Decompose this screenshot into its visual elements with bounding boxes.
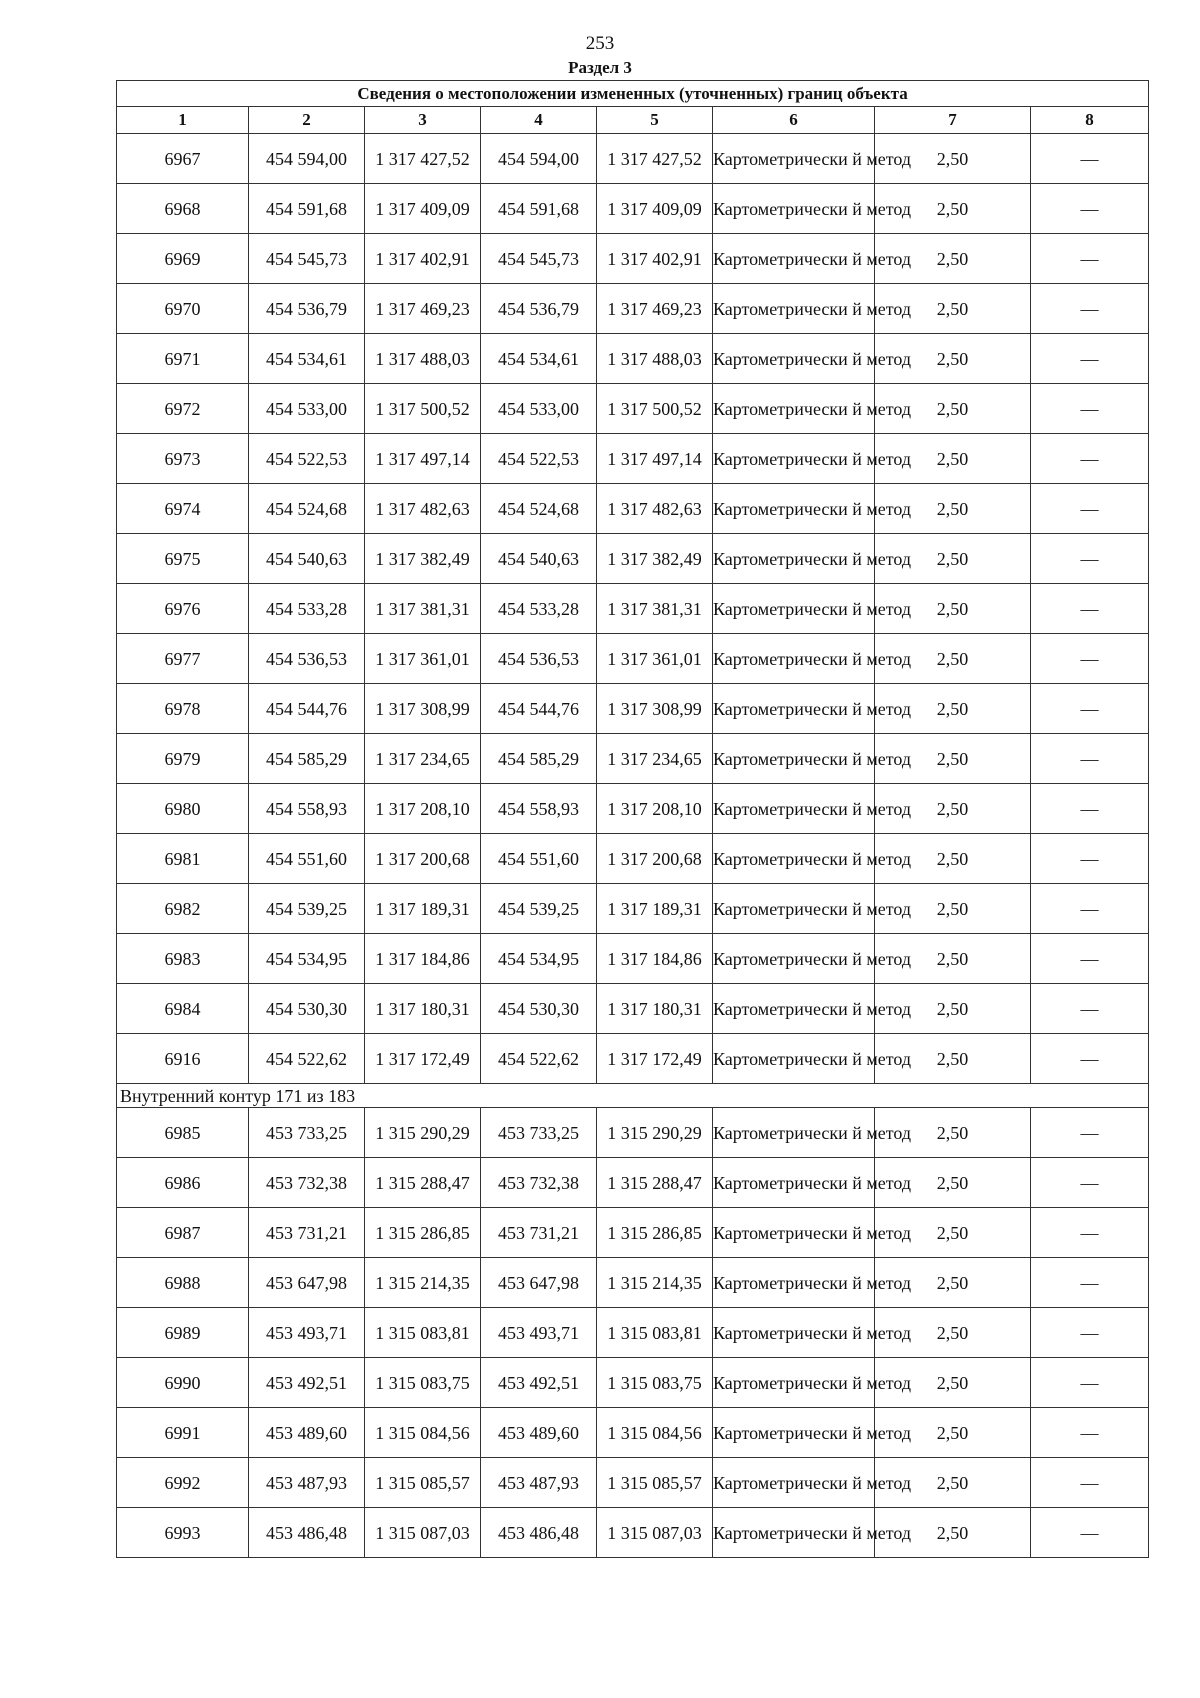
y-old-cell: 1 315 288,47: [365, 1158, 481, 1208]
point-number-cell: 6967: [117, 134, 249, 184]
y-new-cell: 1 317 427,52: [597, 134, 713, 184]
x-old-cell: 453 486,48: [249, 1508, 365, 1558]
table-row: [117, 684, 1149, 734]
note-cell: —: [1031, 1358, 1149, 1408]
x-new-cell: 453 493,71: [481, 1308, 597, 1358]
accuracy-cell: 2,50: [875, 1208, 1031, 1258]
x-new-cell: 454 544,76: [481, 684, 597, 734]
table-row: [117, 1508, 1149, 1558]
contour-label-row: [117, 1084, 1149, 1108]
note-cell: —: [1031, 1308, 1149, 1358]
note-cell: —: [1031, 184, 1149, 234]
x-old-cell: 454 539,25: [249, 884, 365, 934]
point-number-cell: 6969: [117, 234, 249, 284]
accuracy-cell: 2,50: [875, 834, 1031, 884]
y-old-cell: 1 317 308,99: [365, 684, 481, 734]
section-title: Раздел 3: [568, 58, 632, 77]
y-new-cell: 1 315 214,35: [597, 1258, 713, 1308]
accuracy-cell: 2,50: [875, 284, 1031, 334]
table-row: [117, 134, 1149, 184]
point-number-cell: 6991: [117, 1408, 249, 1458]
table-row: [117, 584, 1149, 634]
x-new-cell: 454 540,63: [481, 534, 597, 584]
x-new-cell: 454 522,62: [481, 1034, 597, 1084]
page-number: 253: [585, 33, 615, 54]
y-new-cell: 1 315 083,75: [597, 1358, 713, 1408]
x-new-cell: 454 533,00: [481, 384, 597, 434]
point-number-cell: 6983: [117, 934, 249, 984]
table-row: [117, 984, 1149, 1034]
note-cell: —: [1031, 834, 1149, 884]
table-row: [117, 934, 1149, 984]
x-old-cell: 454 540,63: [249, 534, 365, 584]
note-cell: —: [1031, 984, 1149, 1034]
y-old-cell: 1 317 208,10: [365, 784, 481, 834]
x-old-cell: 454 533,00: [249, 384, 365, 434]
method-cell: Картометрически й метод: [713, 134, 875, 184]
x-old-cell: 454 594,00: [249, 134, 365, 184]
x-new-cell: 454 524,68: [481, 484, 597, 534]
method-cell: Картометрически й метод: [713, 834, 875, 884]
x-new-cell: 454 585,29: [481, 734, 597, 784]
x-new-cell: 454 530,30: [481, 984, 597, 1034]
point-number-cell: 6981: [117, 834, 249, 884]
table-row: [117, 434, 1149, 484]
point-number-cell: 6973: [117, 434, 249, 484]
column-header: 3: [365, 107, 481, 134]
y-new-cell: 1 317 361,01: [597, 634, 713, 684]
y-new-cell: 1 315 288,47: [597, 1158, 713, 1208]
point-number-cell: 6974: [117, 484, 249, 534]
method-cell: Картометрически й метод: [713, 1258, 875, 1308]
note-cell: —: [1031, 534, 1149, 584]
column-header: 2: [249, 107, 365, 134]
method-cell: Картометрически й метод: [713, 284, 875, 334]
method-cell: Картометрически й метод: [713, 184, 875, 234]
y-old-cell: 1 317 184,86: [365, 934, 481, 984]
method-cell: Картометрически й метод: [713, 1208, 875, 1258]
note-cell: —: [1031, 1034, 1149, 1084]
accuracy-cell: 2,50: [875, 534, 1031, 584]
accuracy-cell: 2,50: [875, 1034, 1031, 1084]
table-row: [117, 1308, 1149, 1358]
y-new-cell: 1 317 381,31: [597, 584, 713, 634]
accuracy-cell: 2,50: [875, 334, 1031, 384]
table-row: [117, 784, 1149, 834]
x-old-cell: 454 530,30: [249, 984, 365, 1034]
y-new-cell: 1 315 286,85: [597, 1208, 713, 1258]
y-old-cell: 1 315 085,57: [365, 1458, 481, 1508]
accuracy-cell: 2,50: [875, 584, 1031, 634]
accuracy-cell: 2,50: [875, 784, 1031, 834]
x-new-cell: 453 487,93: [481, 1458, 597, 1508]
note-cell: —: [1031, 334, 1149, 384]
x-old-cell: 453 487,93: [249, 1458, 365, 1508]
x-new-cell: 453 492,51: [481, 1358, 597, 1408]
table-row: [117, 1108, 1149, 1158]
point-number-cell: 6968: [117, 184, 249, 234]
point-number-cell: 6987: [117, 1208, 249, 1258]
note-cell: —: [1031, 1258, 1149, 1308]
y-old-cell: 1 315 290,29: [365, 1108, 481, 1158]
accuracy-cell: 2,50: [875, 1458, 1031, 1508]
method-cell: Картометрически й метод: [713, 584, 875, 634]
y-old-cell: 1 315 286,85: [365, 1208, 481, 1258]
y-new-cell: 1 317 180,31: [597, 984, 713, 1034]
x-old-cell: 454 534,95: [249, 934, 365, 984]
method-cell: Картометрически й метод: [713, 1508, 875, 1558]
x-old-cell: 453 731,21: [249, 1208, 365, 1258]
point-number-cell: 6972: [117, 384, 249, 434]
x-new-cell: 454 551,60: [481, 834, 597, 884]
note-cell: —: [1031, 384, 1149, 434]
note-cell: —: [1031, 634, 1149, 684]
table-row: [117, 1034, 1149, 1084]
table-row: [117, 184, 1149, 234]
method-cell: Картометрически й метод: [713, 384, 875, 434]
note-cell: —: [1031, 734, 1149, 784]
x-old-cell: 454 585,29: [249, 734, 365, 784]
y-old-cell: 1 317 200,68: [365, 834, 481, 884]
x-new-cell: 453 733,25: [481, 1108, 597, 1158]
method-cell: Картометрически й метод: [713, 1308, 875, 1358]
y-old-cell: 1 317 469,23: [365, 284, 481, 334]
x-old-cell: 454 522,53: [249, 434, 365, 484]
x-new-cell: 453 732,38: [481, 1158, 597, 1208]
method-cell: Картометрически й метод: [713, 884, 875, 934]
x-new-cell: 454 536,79: [481, 284, 597, 334]
accuracy-cell: 2,50: [875, 1358, 1031, 1408]
y-old-cell: 1 315 083,81: [365, 1308, 481, 1358]
accuracy-cell: 2,50: [875, 134, 1031, 184]
y-old-cell: 1 317 180,31: [365, 984, 481, 1034]
x-new-cell: 454 533,28: [481, 584, 597, 634]
y-old-cell: 1 315 084,56: [365, 1408, 481, 1458]
y-new-cell: 1 317 469,23: [597, 284, 713, 334]
point-number-cell: 6976: [117, 584, 249, 634]
note-cell: —: [1031, 234, 1149, 284]
contour-label: Внутренний контур 171 из 183: [117, 1084, 1149, 1108]
accuracy-cell: 2,50: [875, 1508, 1031, 1558]
note-cell: —: [1031, 884, 1149, 934]
note-cell: —: [1031, 434, 1149, 484]
x-old-cell: 454 524,68: [249, 484, 365, 534]
x-old-cell: 453 492,51: [249, 1358, 365, 1408]
x-new-cell: 454 522,53: [481, 434, 597, 484]
y-old-cell: 1 317 172,49: [365, 1034, 481, 1084]
y-new-cell: 1 317 402,91: [597, 234, 713, 284]
point-number-cell: 6985: [117, 1108, 249, 1158]
y-new-cell: 1 315 084,56: [597, 1408, 713, 1458]
y-old-cell: 1 317 234,65: [365, 734, 481, 784]
method-cell: Картометрически й метод: [713, 434, 875, 484]
y-old-cell: 1 317 381,31: [365, 584, 481, 634]
accuracy-cell: 2,50: [875, 184, 1031, 234]
x-old-cell: 454 551,60: [249, 834, 365, 884]
table-row: [117, 284, 1149, 334]
point-number-cell: 6989: [117, 1308, 249, 1358]
point-number-cell: 6975: [117, 534, 249, 584]
accuracy-cell: 2,50: [875, 1108, 1031, 1158]
method-cell: Картометрически й метод: [713, 1158, 875, 1208]
table-caption: Сведения о местоположении измененных (уточненных) границ объекта: [117, 81, 1149, 107]
x-new-cell: 454 594,00: [481, 134, 597, 184]
method-cell: Картометрически й метод: [713, 1458, 875, 1508]
y-new-cell: 1 317 409,09: [597, 184, 713, 234]
method-cell: Картометрически й метод: [713, 984, 875, 1034]
point-number-cell: 6916: [117, 1034, 249, 1084]
note-cell: —: [1031, 1458, 1149, 1508]
y-new-cell: 1 315 085,57: [597, 1458, 713, 1508]
table-row: [117, 534, 1149, 584]
x-new-cell: 454 534,95: [481, 934, 597, 984]
x-old-cell: 454 544,76: [249, 684, 365, 734]
x-new-cell: 453 731,21: [481, 1208, 597, 1258]
point-number-cell: 6992: [117, 1458, 249, 1508]
y-old-cell: 1 317 402,91: [365, 234, 481, 284]
method-cell: Картометрически й метод: [713, 1408, 875, 1458]
accuracy-cell: 2,50: [875, 1258, 1031, 1308]
point-number-cell: 6980: [117, 784, 249, 834]
point-number-cell: 6978: [117, 684, 249, 734]
x-new-cell: 453 489,60: [481, 1408, 597, 1458]
x-old-cell: 454 533,28: [249, 584, 365, 634]
table-row: [117, 884, 1149, 934]
y-new-cell: 1 317 500,52: [597, 384, 713, 434]
x-new-cell: 454 591,68: [481, 184, 597, 234]
y-new-cell: 1 317 488,03: [597, 334, 713, 384]
x-old-cell: 454 591,68: [249, 184, 365, 234]
accuracy-cell: 2,50: [875, 1308, 1031, 1358]
note-cell: —: [1031, 1508, 1149, 1558]
note-cell: —: [1031, 1408, 1149, 1458]
note-cell: —: [1031, 484, 1149, 534]
y-new-cell: 1 317 308,99: [597, 684, 713, 734]
x-old-cell: 453 493,71: [249, 1308, 365, 1358]
table-row: [117, 834, 1149, 884]
x-new-cell: 454 558,93: [481, 784, 597, 834]
y-new-cell: 1 315 290,29: [597, 1108, 713, 1158]
table-row: [117, 234, 1149, 284]
accuracy-cell: 2,50: [875, 634, 1031, 684]
y-old-cell: 1 317 427,52: [365, 134, 481, 184]
column-header-row: [117, 107, 1149, 134]
method-cell: Картометрически й метод: [713, 684, 875, 734]
table-row: [117, 334, 1149, 384]
note-cell: —: [1031, 784, 1149, 834]
method-cell: Картометрически й метод: [713, 334, 875, 384]
table-caption-row: [117, 81, 1149, 107]
column-header: 5: [597, 107, 713, 134]
x-new-cell: 454 545,73: [481, 234, 597, 284]
x-old-cell: 453 647,98: [249, 1258, 365, 1308]
y-old-cell: 1 317 497,14: [365, 434, 481, 484]
y-new-cell: 1 317 208,10: [597, 784, 713, 834]
y-old-cell: 1 317 189,31: [365, 884, 481, 934]
x-new-cell: 454 536,53: [481, 634, 597, 684]
x-new-cell: 454 539,25: [481, 884, 597, 934]
note-cell: —: [1031, 934, 1149, 984]
x-old-cell: 454 534,61: [249, 334, 365, 384]
method-cell: Картометрически й метод: [713, 934, 875, 984]
point-number-cell: 6984: [117, 984, 249, 1034]
method-cell: Картометрически й метод: [713, 234, 875, 284]
y-old-cell: 1 315 083,75: [365, 1358, 481, 1408]
table-row: [117, 1258, 1149, 1308]
y-old-cell: 1 317 409,09: [365, 184, 481, 234]
x-old-cell: 454 545,73: [249, 234, 365, 284]
accuracy-cell: 2,50: [875, 234, 1031, 284]
table-row: [117, 1158, 1149, 1208]
method-cell: Картометрически й метод: [713, 734, 875, 784]
accuracy-cell: 2,50: [875, 884, 1031, 934]
x-new-cell: 454 534,61: [481, 334, 597, 384]
x-old-cell: 453 489,60: [249, 1408, 365, 1458]
accuracy-cell: 2,50: [875, 984, 1031, 1034]
y-old-cell: 1 315 087,03: [365, 1508, 481, 1558]
point-number-cell: 6979: [117, 734, 249, 784]
y-old-cell: 1 317 488,03: [365, 334, 481, 384]
y-new-cell: 1 315 087,03: [597, 1508, 713, 1558]
y-old-cell: 1 317 482,63: [365, 484, 481, 534]
note-cell: —: [1031, 1108, 1149, 1158]
point-number-cell: 6971: [117, 334, 249, 384]
table-row: [117, 634, 1149, 684]
coordinates-table: [116, 80, 1149, 1558]
accuracy-cell: 2,50: [875, 1158, 1031, 1208]
table-row: [117, 1208, 1149, 1258]
method-cell: Картометрически й метод: [713, 1034, 875, 1084]
method-cell: Картометрически й метод: [713, 534, 875, 584]
table-row: [117, 734, 1149, 784]
y-old-cell: 1 315 214,35: [365, 1258, 481, 1308]
y-new-cell: 1 317 189,31: [597, 884, 713, 934]
note-cell: —: [1031, 1158, 1149, 1208]
x-old-cell: 454 522,62: [249, 1034, 365, 1084]
y-new-cell: 1 317 382,49: [597, 534, 713, 584]
table-row: [117, 1458, 1149, 1508]
y-new-cell: 1 317 184,86: [597, 934, 713, 984]
x-new-cell: 453 647,98: [481, 1258, 597, 1308]
y-new-cell: 1 317 200,68: [597, 834, 713, 884]
y-old-cell: 1 317 382,49: [365, 534, 481, 584]
note-cell: —: [1031, 284, 1149, 334]
method-cell: Картометрически й метод: [713, 784, 875, 834]
column-header: 8: [1031, 107, 1149, 134]
note-cell: —: [1031, 134, 1149, 184]
table-row: [117, 1358, 1149, 1408]
x-old-cell: 454 558,93: [249, 784, 365, 834]
method-cell: Картометрически й метод: [713, 484, 875, 534]
note-cell: —: [1031, 1208, 1149, 1258]
x-old-cell: 453 732,38: [249, 1158, 365, 1208]
point-number-cell: 6977: [117, 634, 249, 684]
accuracy-cell: 2,50: [875, 734, 1031, 784]
y-new-cell: 1 317 482,63: [597, 484, 713, 534]
table-row: [117, 384, 1149, 434]
y-new-cell: 1 315 083,81: [597, 1308, 713, 1358]
accuracy-cell: 2,50: [875, 684, 1031, 734]
accuracy-cell: 2,50: [875, 1408, 1031, 1458]
method-cell: Картометрически й метод: [713, 1108, 875, 1158]
point-number-cell: 6970: [117, 284, 249, 334]
y-new-cell: 1 317 234,65: [597, 734, 713, 784]
x-old-cell: 454 536,79: [249, 284, 365, 334]
table-row: [117, 484, 1149, 534]
point-number-cell: 6990: [117, 1358, 249, 1408]
accuracy-cell: 2,50: [875, 434, 1031, 484]
table-row: [117, 1408, 1149, 1458]
column-header: 6: [713, 107, 875, 134]
column-header: 7: [875, 107, 1031, 134]
x-old-cell: 453 733,25: [249, 1108, 365, 1158]
y-new-cell: 1 317 172,49: [597, 1034, 713, 1084]
x-old-cell: 454 536,53: [249, 634, 365, 684]
point-number-cell: 6986: [117, 1158, 249, 1208]
column-header: 4: [481, 107, 597, 134]
y-old-cell: 1 317 361,01: [365, 634, 481, 684]
accuracy-cell: 2,50: [875, 484, 1031, 534]
note-cell: —: [1031, 584, 1149, 634]
method-cell: Картометрически й метод: [713, 1358, 875, 1408]
y-new-cell: 1 317 497,14: [597, 434, 713, 484]
point-number-cell: 6988: [117, 1258, 249, 1308]
column-header: 1: [117, 107, 249, 134]
method-cell: Картометрически й метод: [713, 634, 875, 684]
note-cell: —: [1031, 684, 1149, 734]
point-number-cell: 6993: [117, 1508, 249, 1558]
accuracy-cell: 2,50: [875, 934, 1031, 984]
y-old-cell: 1 317 500,52: [365, 384, 481, 434]
x-new-cell: 453 486,48: [481, 1508, 597, 1558]
point-number-cell: 6982: [117, 884, 249, 934]
accuracy-cell: 2,50: [875, 384, 1031, 434]
